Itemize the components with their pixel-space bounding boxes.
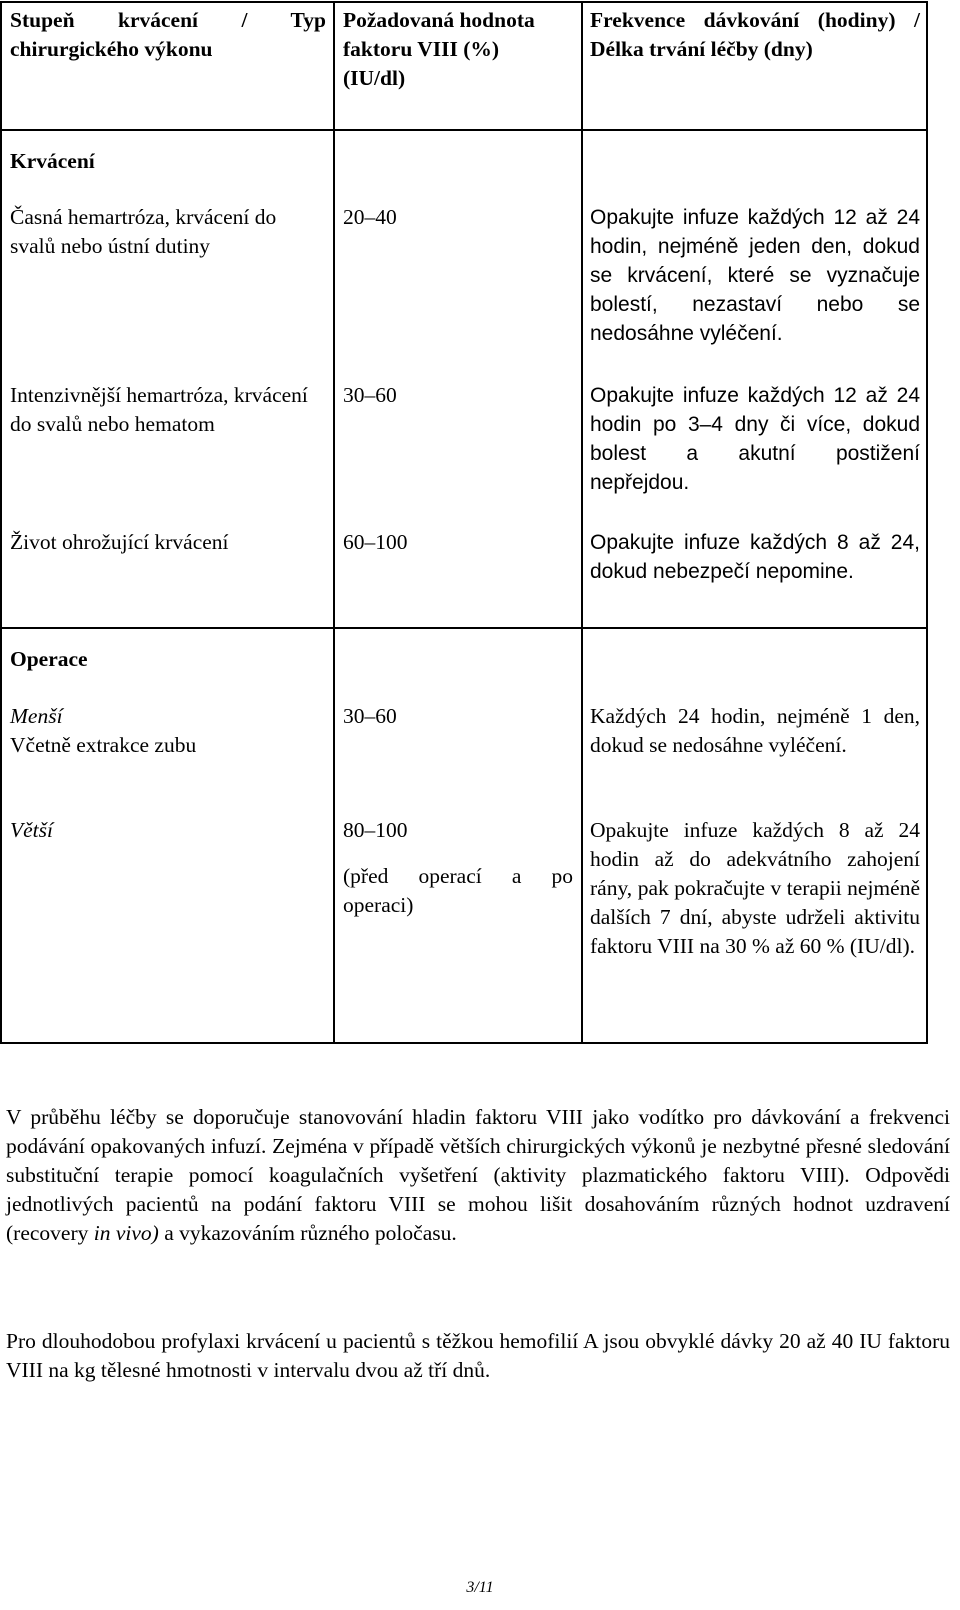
table-border-bottom [0, 1042, 928, 1044]
row-minor-surgery-condition [10, 702, 326, 760]
row-major-surgery-condition: Větší [10, 818, 53, 842]
paragraph-monitoring-text: V průběhu léčby se doporučuje stanovování hladin faktoru VIII jako vodítko pro dávkování a frekvenci podávání opakovaných infuzí. Zejména v případě větších chirurgických výkonů je nezbytné přesné sledování substituční terapie pomocí koagulačních vyšetření (aktivity plazmatického faktoru VIII). Odpovědi jednotlivých pacientů na podání faktoru VIII se mohou lišit dosahováním různých hodnot uzdravení (recovery [6, 1105, 950, 1245]
header-bleeding-type: Stupeň krvácení / Typ chirurgického výkonu [10, 8, 326, 61]
page-number: 3/11 [466, 1579, 494, 1596]
row-early-hemarthrosis-frequency: Opakujte infuze každých 12 až 24 hodin, nejméně jeden den, dokud se krvácení, které se vyznačuje bolestí, nezastaví nebo se nedosáhne vyléčení. [590, 206, 920, 345]
header-dosing-frequency: Frekvence dávkování (hodiny) / Délka trvání léčby (dny) [590, 8, 920, 61]
row-early-hemarthrosis-condition: Časná hemartróza, krvácení do svalů nebo ústní dutiny [10, 205, 277, 258]
row-major-surgery-level-note: (před operací a po operaci) [343, 864, 573, 917]
row-life-threatening-level: 60–100 [343, 530, 408, 554]
table-border-left [0, 2, 2, 1044]
row-minor-surgery-level: 30–60 [343, 704, 397, 728]
header-factor-level: Požadovaná hodnota faktoru VIII (%) (IU/dl) [343, 8, 535, 90]
row-life-threatening-frequency: Opakujte infuze každých 8 až 24, dokud nebezpečí nepomine. [590, 531, 920, 583]
table-header-divider [0, 129, 928, 131]
row-life-threatening-condition: Život ohrožující krvácení [10, 530, 229, 554]
table-column-divider-2 [581, 2, 583, 1044]
table-border-top [0, 1, 928, 3]
paragraph-monitoring-text-end: a vykazováním různého poločasu. [158, 1221, 457, 1245]
table-section-divider [0, 627, 928, 629]
row-major-surgery-level: 80–100 [343, 818, 408, 842]
paragraph-monitoring-italic: in vivo) [93, 1221, 159, 1245]
row-intensive-hemarthrosis-condition: Intenzivnější hemartróza, krvácení do svalů nebo hematom [10, 383, 308, 436]
row-minor-surgery-frequency: Každých 24 hodin, nejméně 1 den, dokud se nedosáhne vyléčení. [590, 704, 920, 757]
row-major-surgery-frequency: Opakujte infuze každých 8 až 24 hodin až do adekvátního zahojení rány, pak pokračujte v terapii nejméně dalších 7 dní, abyste udrželi aktivitu faktoru VIII na 30 % až 60 % (IU/dl). [590, 818, 920, 958]
table-column-divider-1 [333, 2, 335, 1044]
row-minor-surgery-note: Včetně extrakce zubu [10, 733, 197, 757]
paragraph-monitoring [6, 1103, 950, 1248]
row-intensive-hemarthrosis-level: 30–60 [343, 383, 397, 407]
row-minor-surgery-label: Menší [10, 704, 63, 728]
row-intensive-hemarthrosis-frequency: Opakujte infuze každých 12 až 24 hodin po 3–4 dny či více, dokud bolest a akutní postižení nepřejdou. [590, 384, 920, 494]
section-title-surgery: Operace [10, 647, 88, 671]
section-title-bleeding: Krvácení [10, 149, 95, 173]
table-border-right [926, 2, 928, 1044]
row-early-hemarthrosis-level: 20–40 [343, 205, 397, 229]
paragraph-prophylaxis: Pro dlouhodobou profylaxi krvácení u pacientů s těžkou hemofilií A jsou obvyklé dávky 20 až 40 IU faktoru VIII na kg tělesné hmotnosti v intervalu dvou až tří dnů. [6, 1329, 950, 1382]
